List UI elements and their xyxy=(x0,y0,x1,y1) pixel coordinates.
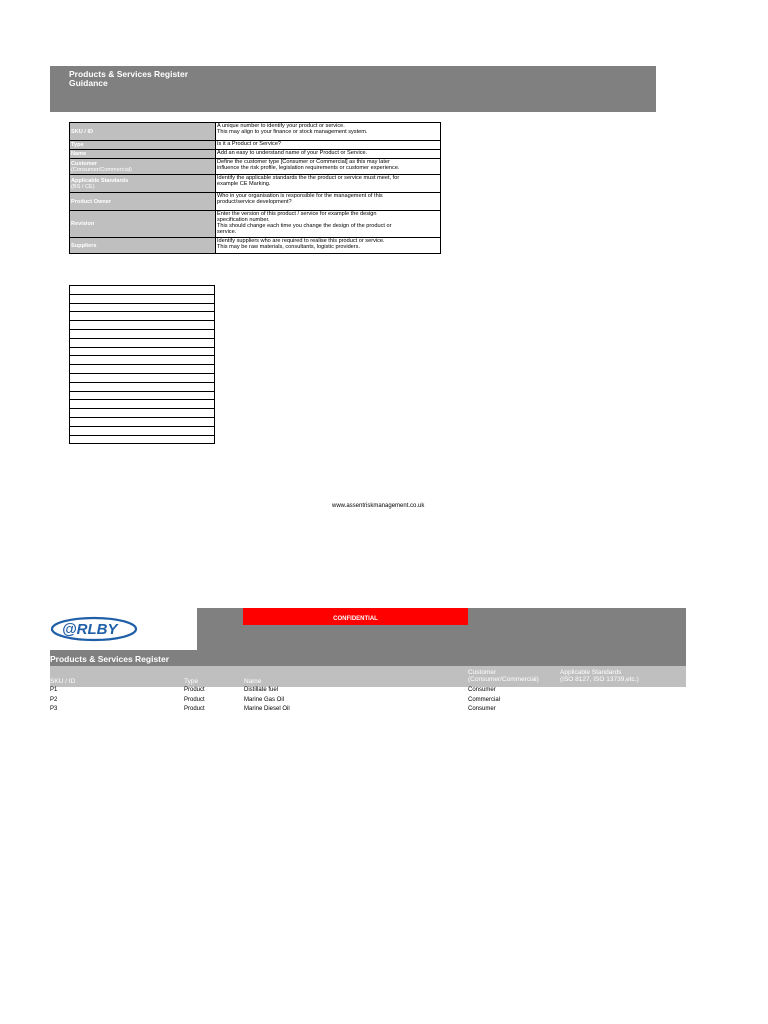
guidance-description-line: This may align to your finance or stock management system. xyxy=(217,129,368,135)
blank-row xyxy=(70,312,215,321)
guidance-description-line: Identify suppliers who are required to realise this product or service. xyxy=(217,238,385,244)
guidance-key xyxy=(70,175,216,193)
cell-name: Distillate fuel xyxy=(244,687,279,693)
guidance-row xyxy=(70,123,441,141)
col-sku: SKU / ID xyxy=(50,678,76,685)
blank-cell[interactable] xyxy=(70,417,215,426)
guidance-description-line: product/service development? xyxy=(217,199,292,205)
guidance-row xyxy=(70,141,441,150)
blank-row xyxy=(70,303,215,312)
guidance-description xyxy=(216,238,441,254)
guidance-key-label: Type xyxy=(71,142,84,148)
blank-cell[interactable] xyxy=(70,382,215,391)
blank-row xyxy=(70,365,215,374)
guidance-row xyxy=(70,193,441,211)
col-customer-line2: (Consumer/Commercial) xyxy=(468,676,539,683)
table-row[interactable] xyxy=(50,706,686,715)
blank-cell[interactable] xyxy=(70,294,215,303)
blank-cell[interactable] xyxy=(70,409,215,418)
col-name: Name xyxy=(244,678,262,685)
guidance-description-line: This may be raw materials, consultants, logistic providers. xyxy=(217,244,361,250)
blank-cell[interactable] xyxy=(70,356,215,365)
blank-row xyxy=(70,400,215,409)
table-row[interactable] xyxy=(50,697,686,706)
blank-cell[interactable] xyxy=(70,373,215,382)
guidance-description xyxy=(216,150,441,159)
blank-grid xyxy=(69,285,215,444)
blank-cell[interactable] xyxy=(70,365,215,374)
col-standards xyxy=(560,669,639,683)
cell-sku: P2 xyxy=(50,696,58,703)
guidance-description-line: Identify the applicable standards the the product or service must meet, for xyxy=(217,175,400,181)
guidance-row xyxy=(70,150,441,159)
cell-type: Product xyxy=(184,706,205,712)
guidance-row xyxy=(70,175,441,193)
guidance-row xyxy=(70,238,441,254)
guidance-key xyxy=(70,238,216,254)
guidance-table xyxy=(69,122,441,254)
logo-text: @RLBY xyxy=(62,621,118,638)
guidance-description xyxy=(216,123,441,141)
guidance-key xyxy=(70,211,216,238)
guidance-key-sub: (Consumer/Commercial) xyxy=(71,166,132,173)
blank-row xyxy=(70,373,215,382)
guidance-key-sub: (BS / CE) xyxy=(71,183,95,190)
col-customer-line1: Customer xyxy=(468,669,497,676)
blank-row xyxy=(70,321,215,330)
blank-cell[interactable] xyxy=(70,347,215,356)
col-type: Type xyxy=(184,678,199,685)
guidance-header xyxy=(50,66,656,112)
blank-row xyxy=(70,382,215,391)
guidance-description xyxy=(216,141,441,150)
blank-row xyxy=(70,338,215,347)
guidance-title-line2: Guidance xyxy=(69,78,108,88)
blank-row xyxy=(70,426,215,435)
blank-row xyxy=(70,356,215,365)
guidance-description xyxy=(216,159,441,175)
guidance-description-line: Who in your organisation is responsible for the management of this xyxy=(217,193,383,199)
guidance-title xyxy=(69,70,289,88)
blank-row xyxy=(70,294,215,303)
confidential-banner: CONFIDENTIAL xyxy=(243,608,468,625)
blank-cell[interactable] xyxy=(70,426,215,435)
guidance-description-line: This should change each time you change the design of the product or xyxy=(217,223,392,229)
register-column-headers xyxy=(50,666,686,687)
blank-row xyxy=(70,391,215,400)
guidance-row xyxy=(70,159,441,175)
guidance-key xyxy=(70,193,216,211)
guidance-key xyxy=(70,159,216,175)
arlby-logo-icon xyxy=(50,614,197,644)
cell-customer: Commercial xyxy=(468,696,501,703)
table-row[interactable] xyxy=(50,687,686,696)
blank-cell[interactable] xyxy=(70,338,215,347)
cell-customer: Consumer xyxy=(468,706,496,712)
guidance-description-line: specification number. xyxy=(217,217,270,223)
guidance-key-label: Name xyxy=(71,151,87,157)
cell-type: Product xyxy=(184,687,205,693)
guidance-description xyxy=(216,193,441,211)
blank-cell[interactable] xyxy=(70,329,215,338)
col-standards-line2: (ISO 8127, ISO 13739,etc.) xyxy=(560,676,639,683)
blank-row xyxy=(70,286,215,295)
guidance-description-line: Add an easy to understand name of your Product or Service. xyxy=(217,150,368,156)
guidance-description-line: example CE Marking. xyxy=(217,181,271,187)
register-header xyxy=(50,608,686,666)
blank-row xyxy=(70,347,215,356)
blank-cell[interactable] xyxy=(70,391,215,400)
blank-row xyxy=(70,329,215,338)
cell-sku: P3 xyxy=(50,706,58,712)
cell-customer: Consumer xyxy=(468,687,496,693)
guidance-description-line: Define the customer type [Consumer or Commercial] as this may later xyxy=(217,159,390,165)
guidance-description xyxy=(216,175,441,193)
blank-row xyxy=(70,417,215,426)
guidance-description xyxy=(216,211,441,238)
guidance-description-line: A unique number to identify your product or service. xyxy=(217,123,345,129)
blank-cell[interactable] xyxy=(70,321,215,330)
guidance-description-line: Is it a Product or Service? xyxy=(217,141,282,147)
guidance-description-line: service. xyxy=(217,229,237,235)
guidance-description-line: Enter the version of this product / service for example the design xyxy=(217,211,377,217)
guidance-description-line: influence the risk profile, legislation requirements or customer experience. xyxy=(217,165,400,171)
blank-row xyxy=(70,435,215,444)
guidance-key-label: Product Owner xyxy=(71,198,112,205)
guidance-key-label: Customer xyxy=(71,160,98,167)
guidance-key-label: Applicable Standards xyxy=(71,177,129,184)
blank-cell[interactable] xyxy=(70,286,215,295)
col-standards-line1: Applicable Standards xyxy=(560,669,622,676)
cell-name: Marine Diesel Oil xyxy=(244,706,290,712)
cell-type: Product xyxy=(184,696,205,703)
blank-cell[interactable] xyxy=(70,435,215,444)
cell-sku: P1 xyxy=(50,687,58,693)
blank-cell[interactable] xyxy=(70,312,215,321)
col-customer xyxy=(468,669,539,683)
blank-row xyxy=(70,409,215,418)
logo xyxy=(50,608,197,650)
guidance-key-label: Suppliers xyxy=(71,242,97,249)
guidance-row xyxy=(70,211,441,238)
guidance-key-label: SKU / ID xyxy=(71,128,94,135)
website-link[interactable]: www.assentriskmanagement.co.uk xyxy=(332,503,425,509)
cell-name: Marine Gas Oil xyxy=(244,696,285,703)
blank-cell[interactable] xyxy=(70,303,215,312)
guidance-title-line1: Products & Services Register xyxy=(69,69,189,79)
guidance-key-label: Revision xyxy=(71,221,95,227)
guidance-key xyxy=(70,150,216,159)
guidance-key xyxy=(70,141,216,150)
guidance-key xyxy=(70,123,216,141)
blank-cell[interactable] xyxy=(70,400,215,409)
register-title: Products & Services Register xyxy=(50,654,170,664)
